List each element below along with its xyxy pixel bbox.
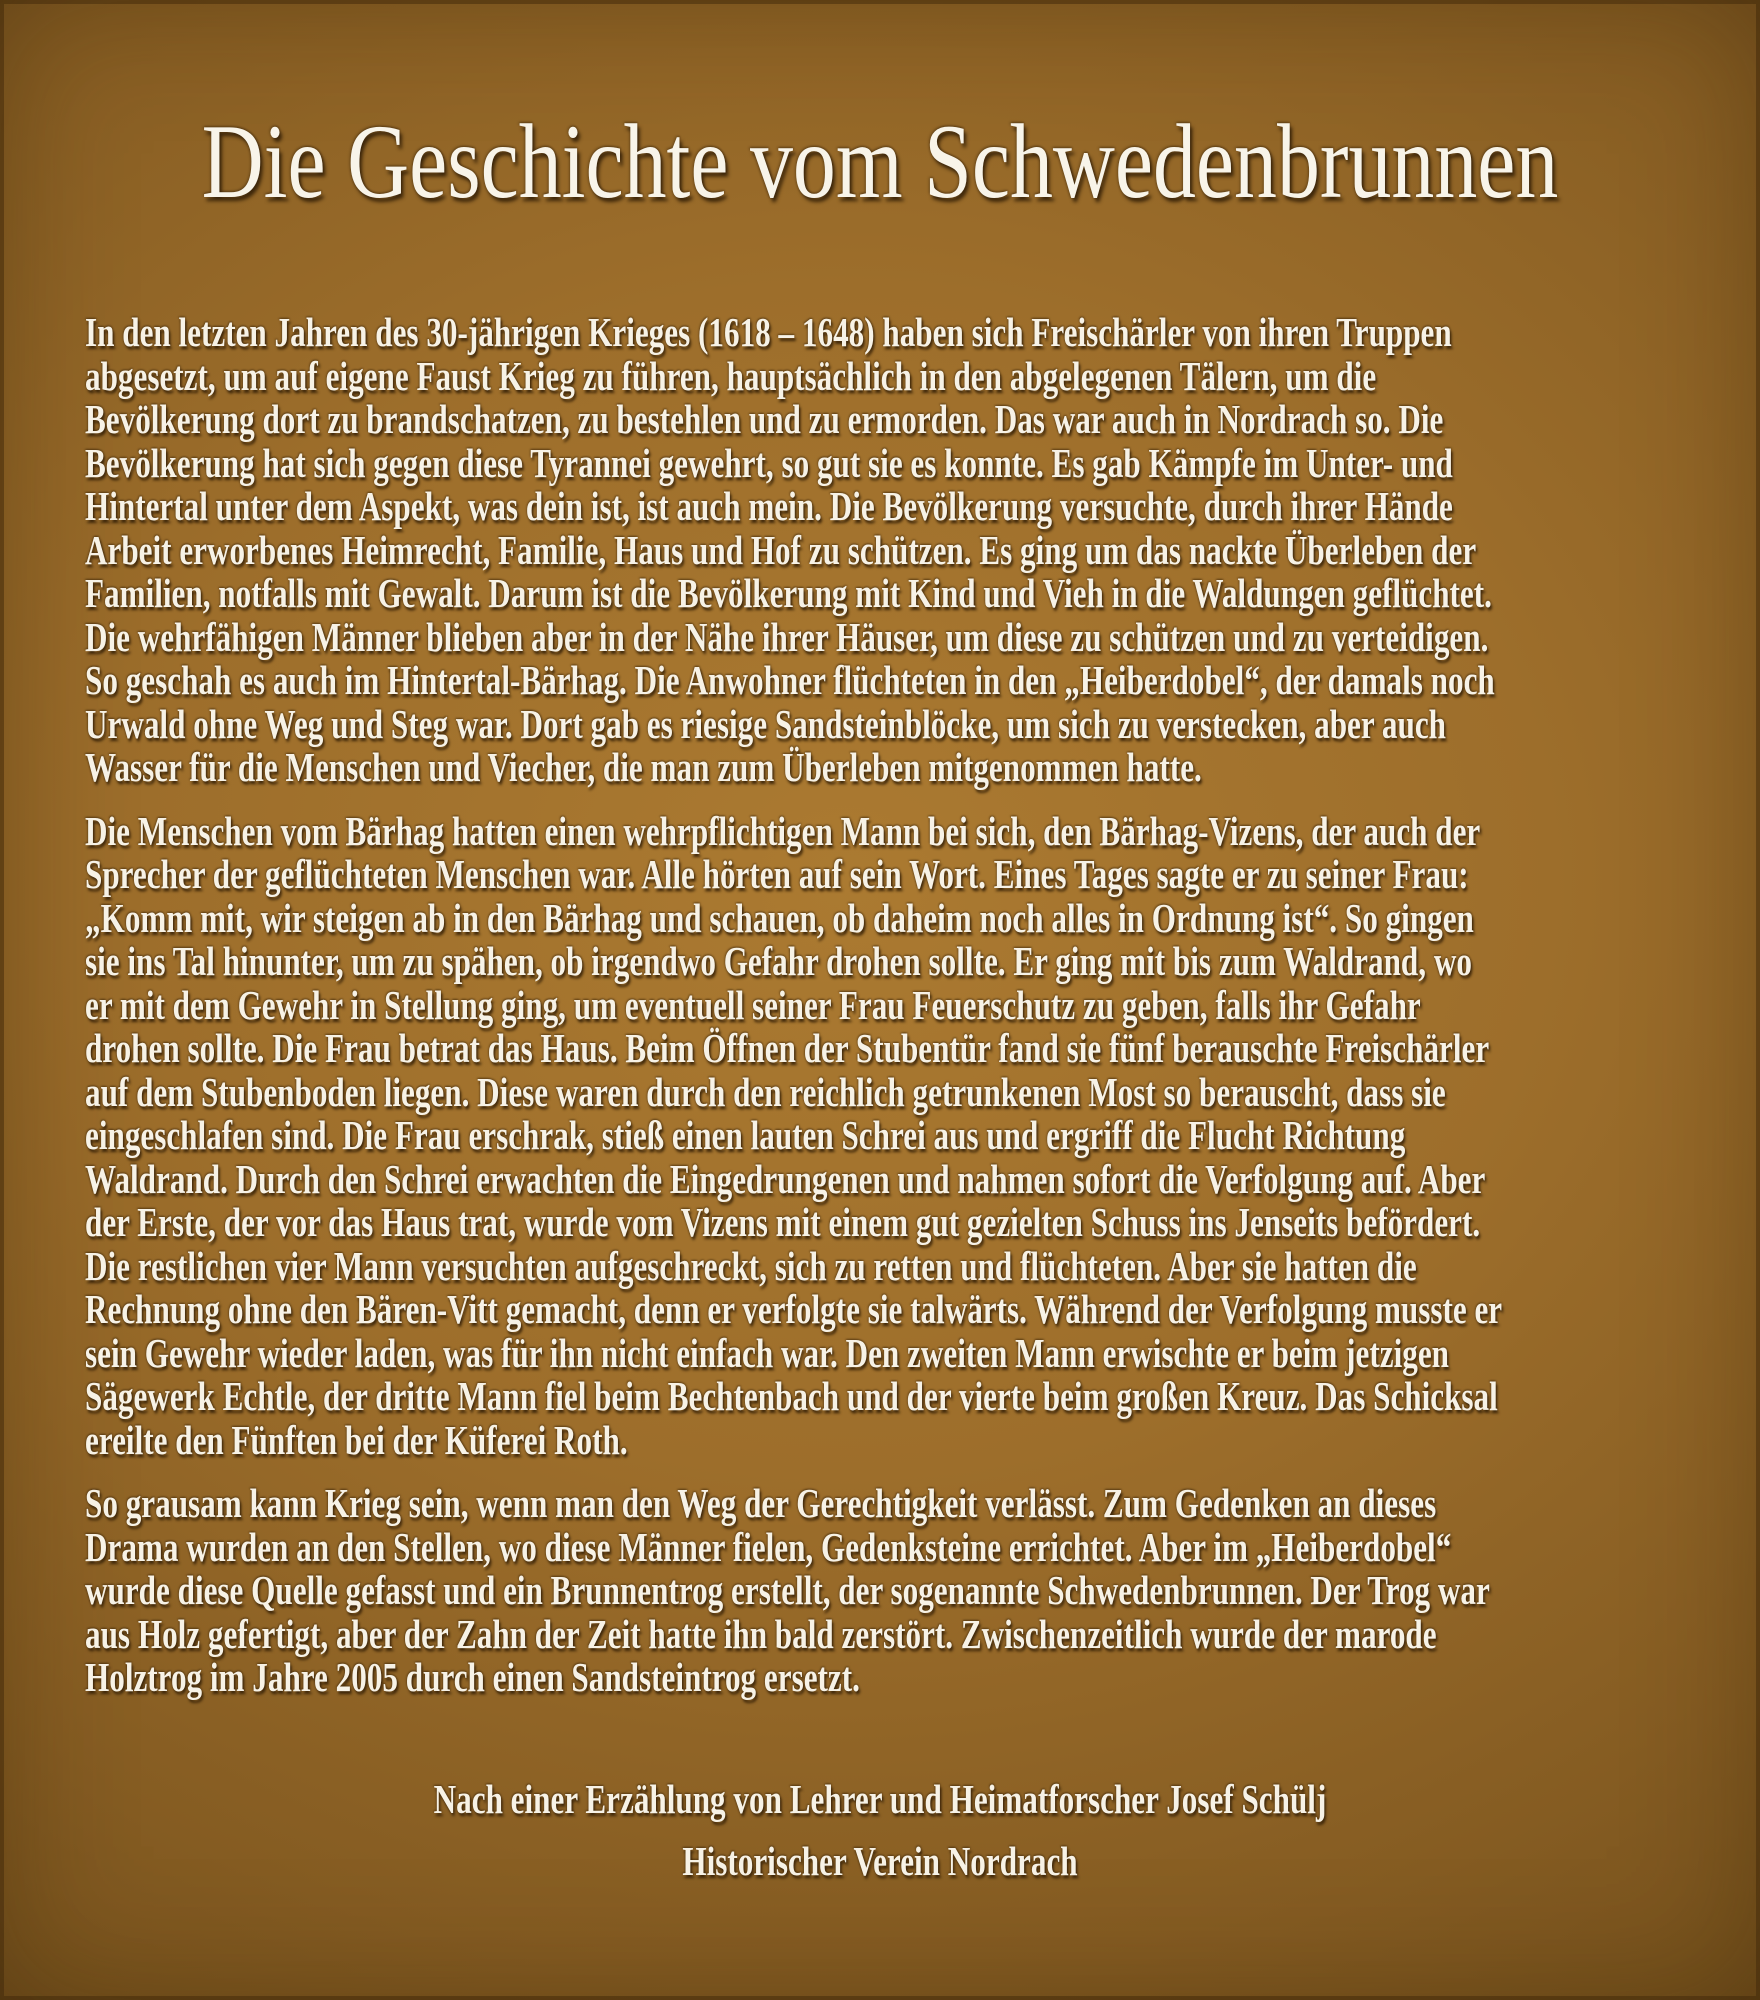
text-line: Wasser für die Menschen und Viecher, die man zum Überleben mitgenommen hatte. xyxy=(85,744,1202,790)
text-line: ereilte den Fünften bei der Küferei Roth. xyxy=(85,1416,628,1463)
text-line: Holztrog im Jahre 2005 durch einen Sandsteintrog ersetzt. xyxy=(85,1654,860,1700)
text-line: abgesetzt, um auf eigene Faust Krieg zu führen, hauptsächlich in den abgelegenen Tälern, um die xyxy=(85,352,1377,399)
text-line: Die Menschen vom Bärhag hatten einen wehrpflichtigen Mann bei sich, den Bärhag-Vizens, der auch der xyxy=(85,807,1481,854)
text-line: sie ins Tal hinunter, um zu spähen, ob irgendwo Gefahr drohen sollte. Er ging mit bis zum Waldrand, wo xyxy=(85,938,1472,984)
text-line: Urwald ohne Weg und Steg war. Dort gab es riesige Sandsteinblöcke, um sich zu verstecken, aber auch xyxy=(85,700,1446,747)
text-line: aus Holz gefertigt, aber der Zahn der Zeit hatte ihn bald zerstört. Zwischenzeitlich wurde der marode xyxy=(85,1610,1437,1657)
text-line: auf dem Stubenboden liegen. Diese waren durch den reichlich getrunkenen Most so berauscht, dass sie xyxy=(85,1068,1446,1115)
text-line: Familien, notfalls mit Gewalt. Darum ist die Bevölkerung mit Kind und Vieh in die Waldungen geflüchtet. xyxy=(85,570,1492,616)
story-paragraph-2 xyxy=(85,807,1675,1463)
text-line: Bevölkerung hat sich gegen diese Tyrannei gewehrt, so gut sie es konnte. Es gab Kämpfe im Unter- und xyxy=(85,439,1453,486)
text-line: Die restlichen vier Mann versuchten aufgeschreckt, sich zu retten und flüchteten. Aber sie hatten die xyxy=(85,1242,1417,1289)
sign-footer xyxy=(0,1778,1760,1883)
text-line: „Komm mit, wir steigen ab in den Bärhag und schauen, ob daheim noch alles in Ordnung ist“. So gingen xyxy=(85,894,1474,941)
footer-attribution: Nach einer Erzählung von Lehrer und Heimatforscher Josef Schülj xyxy=(433,1776,1327,1822)
text-line: In den letzten Jahren des 30-jährigen Krieges (1618 – 1648) haben sich Freischärler von ihren Truppen xyxy=(85,309,1452,355)
text-line: der Erste, der vor das Haus trat, wurde vom Vizens mit einem gut gezielten Schuss ins Jenseits befördert. xyxy=(85,1199,1481,1245)
text-line: Bevölkerung dort zu brandschatzen, zu bestehlen und zu ermorden. Das war auch in Nordrach so. Die xyxy=(85,396,1444,442)
text-line: Sägewerk Echtle, der dritte Mann fiel beim Bechtenbach und der vierte beim großen Kreuz. Das Schicksal xyxy=(85,1373,1498,1419)
text-line: Sprecher der geflüchteten Menschen war. Alle hörten auf sein Wort. Eines Tages sagte er zu seiner Frau: xyxy=(85,851,1469,897)
sign-title: Die Geschichte vom Schwedenbrunnen xyxy=(201,103,1559,220)
text-line: So geschah es auch im Hintertal-Bärhag. Die Anwohner flüchteten in den „Heiberdobel“, der damals noch xyxy=(85,657,1495,703)
text-line: drohen sollte. Die Frau betrat das Haus. Beim Öffnen der Stubentür fand sie fünf berauschte Freischärler xyxy=(85,1025,1490,1071)
text-line: Hintertal unter dem Aspekt, was dein ist, ist auch mein. Die Bevölkerung versuchte, durch ihrer Hände xyxy=(85,483,1453,529)
text-line: So grausam kann Krieg sein, wenn man den Weg der Gerechtigkeit verlässt. Zum Gedenken an dieses xyxy=(85,1480,1437,1526)
story-text xyxy=(85,311,1675,1720)
footer-organization: Historischer Verein Nordrach xyxy=(682,1837,1078,1884)
text-line: wurde diese Quelle gefasst und ein Brunnentrog erstellt, der sogenannte Schwedenbrunnen. Der Trog war xyxy=(85,1567,1490,1613)
text-line: Die wehrfähigen Männer blieben aber in der Nähe ihrer Häuser, um diese zu schützen und zu verteidigen. xyxy=(85,613,1489,660)
text-line: sein Gewehr wieder laden, was für ihn nicht einfach war. Den zweiten Mann erwischte er beim jetzigen xyxy=(85,1329,1449,1376)
text-line: Waldrand. Durch den Schrei erwachten die Eingedrungenen und nahmen sofort die Verfolgung auf. Aber xyxy=(85,1155,1486,1202)
story-paragraph-3 xyxy=(85,1482,1675,1700)
text-line: Arbeit erworbenes Heimrecht, Familie, Haus und Hof zu schützen. Es ging um das nackte Überleben der xyxy=(85,526,1477,573)
text-line: eingeschlafen sind. Die Frau erschrak, stieß einen lauten Schrei aus und ergriff die Flucht Richtung xyxy=(85,1112,1406,1158)
text-line: Rechnung ohne den Bären-Vitt gemacht, denn er verfolgte sie talwärts. Während der Verfolgung musste er xyxy=(85,1286,1503,1332)
story-paragraph-1 xyxy=(85,311,1675,790)
text-line: er mit dem Gewehr in Stellung ging, um eventuell seiner Frau Feuerschutz zu geben, falls ihr Gefahr xyxy=(85,981,1421,1028)
text-line: Drama wurden an den Stellen, wo diese Männer fielen, Gedenksteine errichtet. Aber im „Heiberdobel“ xyxy=(85,1523,1452,1570)
